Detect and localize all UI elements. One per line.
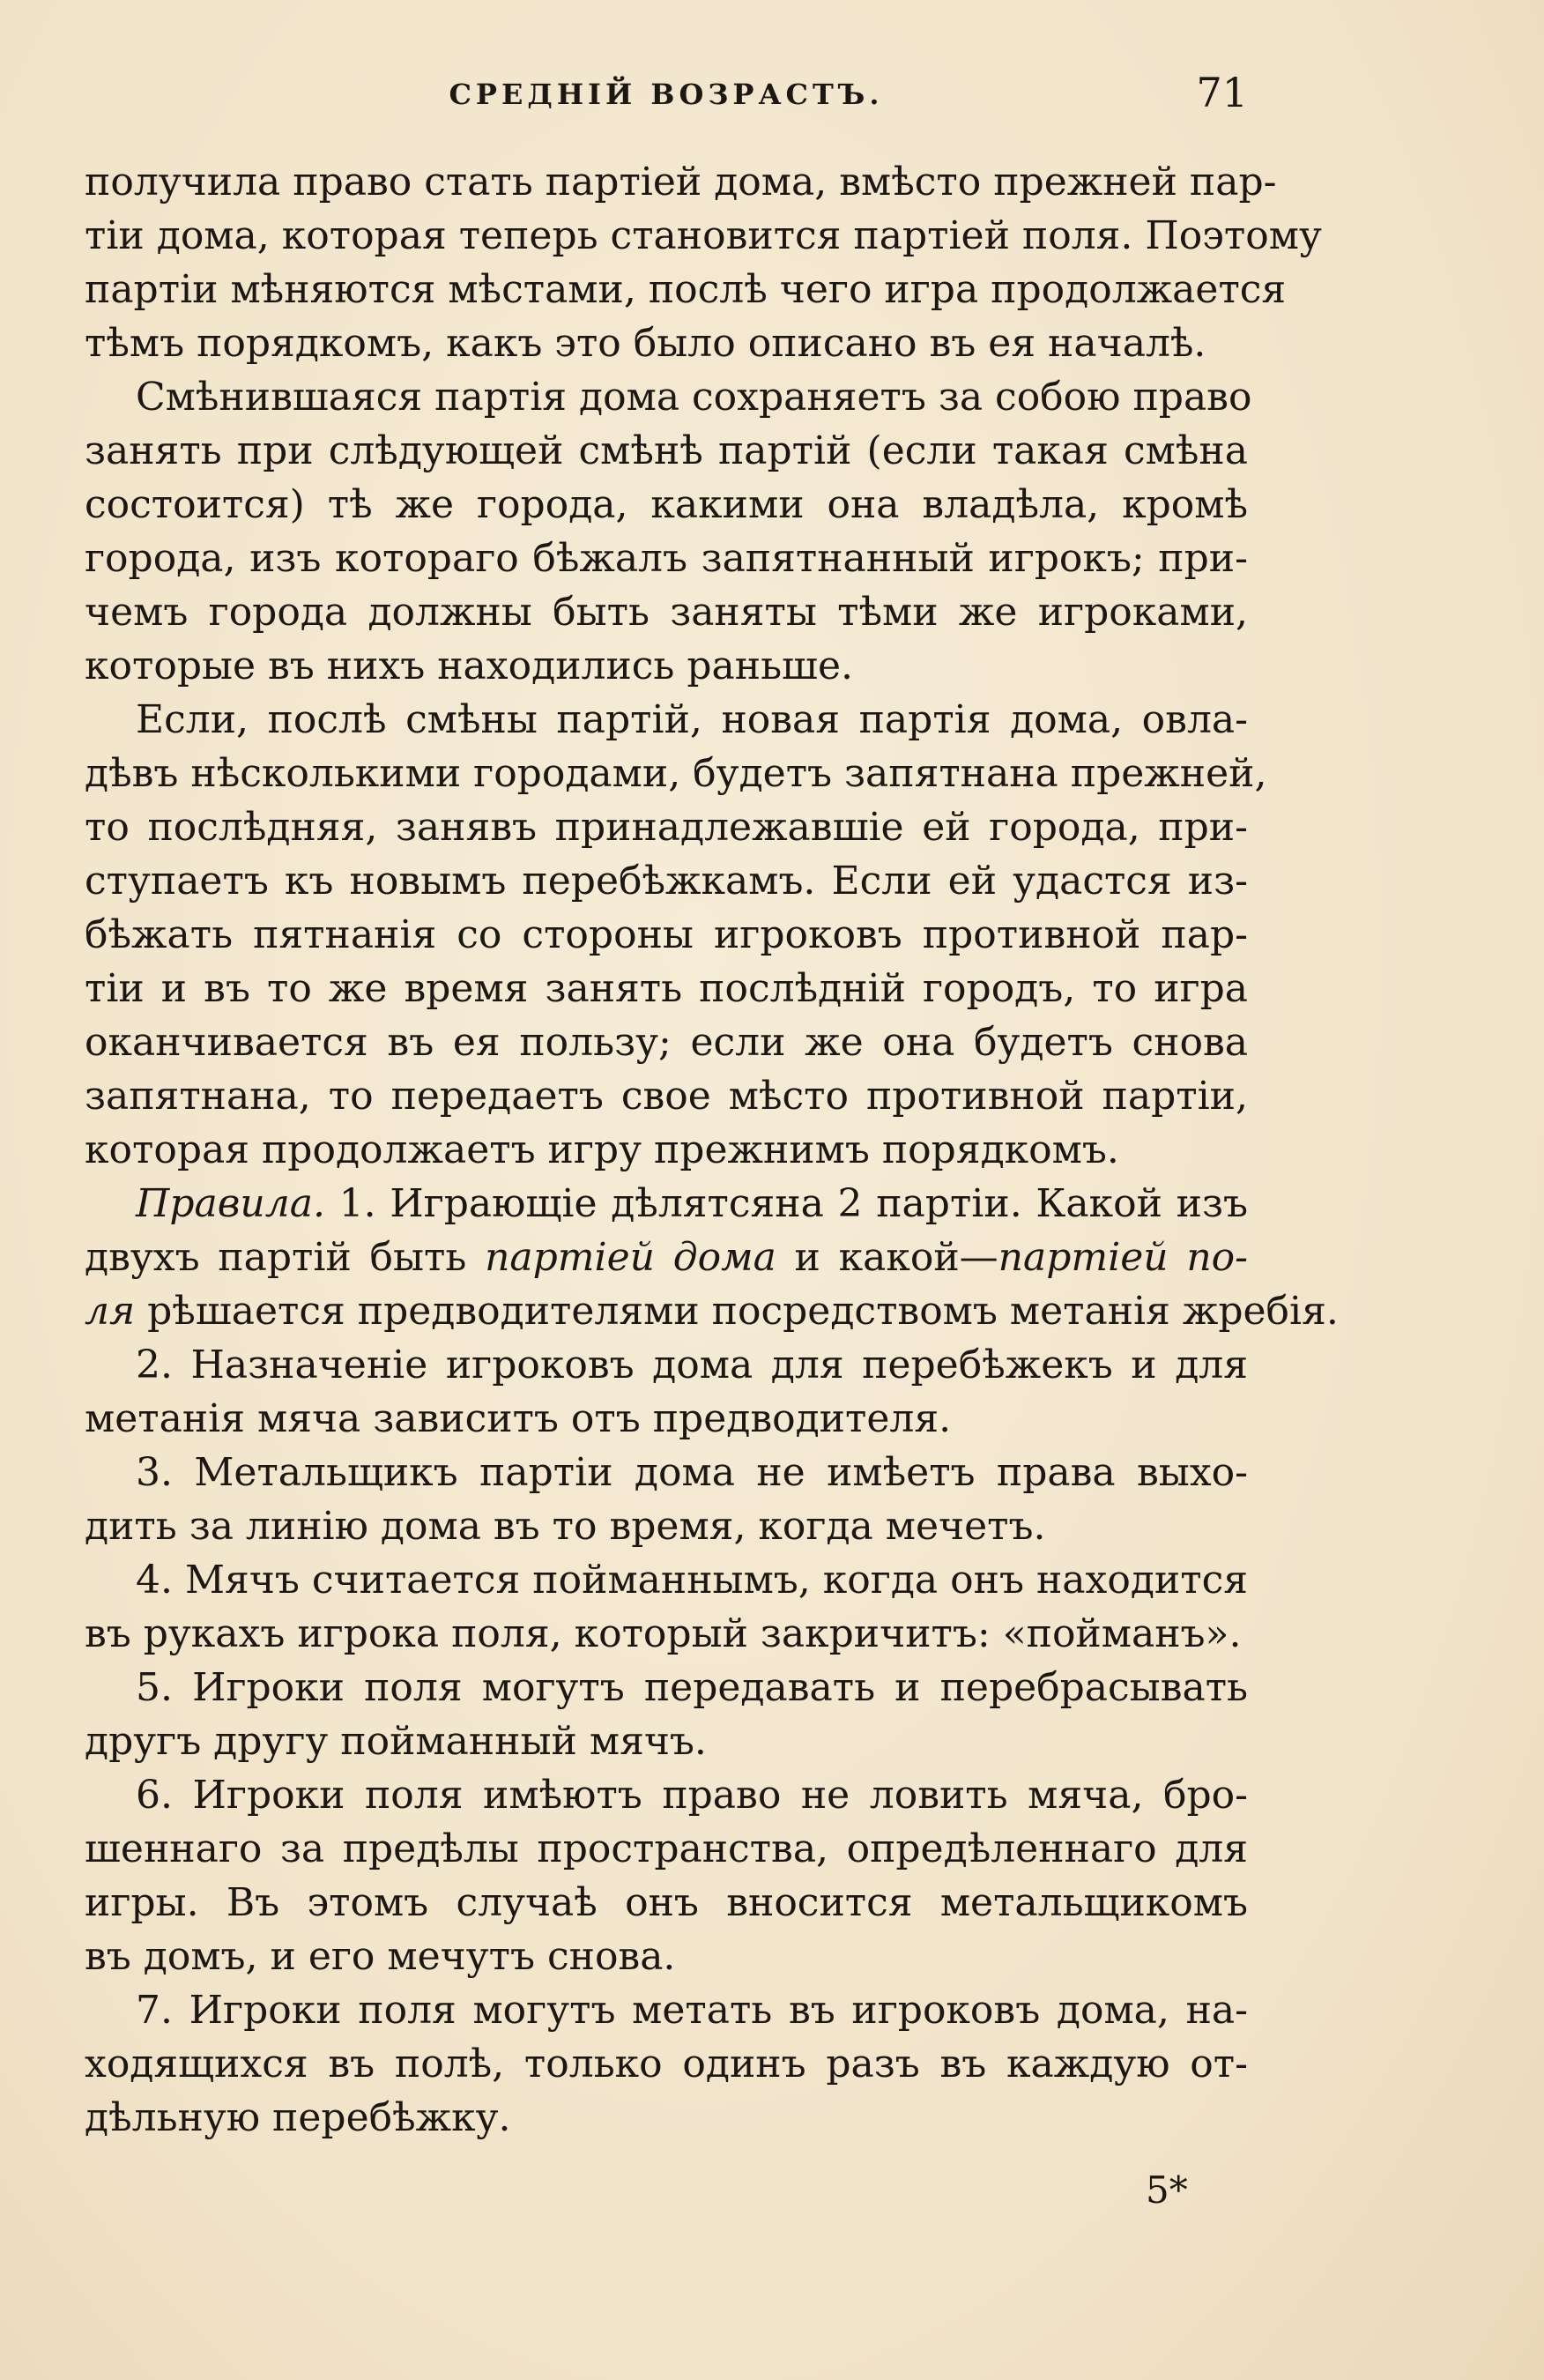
rules-label: Правила.	[136, 1181, 325, 1226]
text-line: чемъ города должны быть заняты тѣми же игроками,	[85, 590, 1248, 635]
text-line: Смѣнившаяся партія дома сохраняетъ за собою право	[136, 375, 1252, 420]
rule-line: метанія мяча зависитъ отъ предводителя.	[85, 1396, 952, 1441]
text-line: города, изъ котораго бѣжалъ запятнанный игрокъ; при-	[85, 536, 1248, 581]
text-line: партіи мѣняются мѣстами, послѣ чего игра продолжается	[85, 267, 1287, 312]
text-line: тіи дома, которая теперь становится партіей поля. Поэтому	[85, 213, 1322, 258]
rules-line-2	[85, 1231, 1248, 1284]
rule-1-emphasis: партіей дома	[485, 1235, 776, 1280]
rule-line: ходящихся въ полѣ, только одинъ разъ въ каждую от-	[85, 2042, 1248, 2086]
rule-line: 6. Игроки поля имѣютъ право не ловить мяча, бро-	[136, 1773, 1248, 1818]
rule-1-text-mid: и какой—	[776, 1235, 998, 1280]
text-line: оканчивается въ ея пользу; если же она будетъ снова	[85, 1020, 1248, 1065]
text-line: дѣвъ нѣсколькими городами, будетъ запятнана прежней,	[85, 751, 1267, 796]
rule-1-emphasis-2: партіей по-	[998, 1235, 1249, 1280]
rule-line: 7. Игроки поля могутъ метать въ игроковъ дома, на-	[136, 1988, 1248, 2033]
text-line: ступаетъ къ новымъ перебѣжкамъ. Если ей удастся из-	[85, 859, 1248, 904]
text-line: состоится) тѣ же города, какими она владѣла, кромѣ	[85, 482, 1248, 527]
rule-line: другъ другу пойманный мячъ.	[85, 1719, 707, 1764]
page-body	[85, 155, 1339, 2145]
text-line: то послѣдняя, занявъ принадлежавшіе ей города, при-	[85, 805, 1248, 850]
text-line: тѣмъ порядкомъ, какъ это было описано въ ея началѣ.	[85, 321, 1206, 366]
rule-line: въ домъ, и его мечутъ снова.	[85, 1934, 676, 1979]
rules-line-3	[85, 1284, 1339, 1338]
rule-1-text: 1. Играющіе дѣлятсяна 2 партіи. Какой изъ	[324, 1181, 1248, 1226]
text-line: которая продолжаетъ игру прежнимъ порядкомъ.	[85, 1127, 1119, 1172]
rule-1-text-pre: двухъ партій быть	[85, 1235, 486, 1280]
text-line: тіи и въ то же время занять послѣдній городъ, то игра	[85, 966, 1248, 1011]
text-line: Если, послѣ смѣны партій, новая партія дома, овла-	[136, 697, 1248, 742]
text-line: которые въ нихъ находились раньше.	[85, 643, 853, 688]
rule-line: дить за линію дома въ то время, когда мечетъ.	[85, 1504, 1046, 1549]
text-line: бѣжать пятнанія со стороны игроковъ противной пар-	[85, 912, 1248, 957]
rule-line: 2. Назначеніе игроковъ дома для перебѣжекъ и для	[136, 1342, 1248, 1387]
rule-line: дѣльную перебѣжку.	[85, 2095, 511, 2140]
rule-line: 5. Игроки поля могутъ передавать и перебрасывать	[136, 1665, 1248, 1710]
rule-1-text-end: рѣшается предводителями посредствомъ метанія жребія.	[135, 1289, 1339, 1334]
rule-line: шеннаго за предѣлы пространства, опредѣленнаго для	[85, 1826, 1248, 1871]
rule-line: игры. Въ этомъ случаѣ онъ вносится метальщикомъ	[85, 1880, 1248, 1925]
page-header	[85, 69, 1248, 122]
rule-1-emphasis-3: ля	[85, 1289, 136, 1334]
rules-line-1	[85, 1177, 1248, 1231]
rule-line: въ рукахъ игрока поля, который закричитъ: «пойманъ».	[85, 1611, 1242, 1656]
rule-line: 3. Метальщикъ партіи дома не имѣетъ права выхо-	[136, 1450, 1248, 1495]
text-line: получила право стать партіей дома, вмѣсто прежней пар-	[85, 160, 1277, 205]
printer-signature-mark: 5*	[1146, 2168, 1188, 2212]
page-number: 71	[1196, 69, 1248, 116]
text-line: занять при слѣдующей смѣнѣ партій (если такая смѣна	[85, 428, 1248, 473]
rule-line: 4. Мячъ считается пойманнымъ, когда онъ находится	[136, 1558, 1248, 1603]
text-line: запятнана, то передаетъ свое мѣсто противной партіи,	[85, 1074, 1248, 1119]
running-title: СРЕДНІЙ ВОЗРАСТЪ.	[449, 78, 884, 111]
